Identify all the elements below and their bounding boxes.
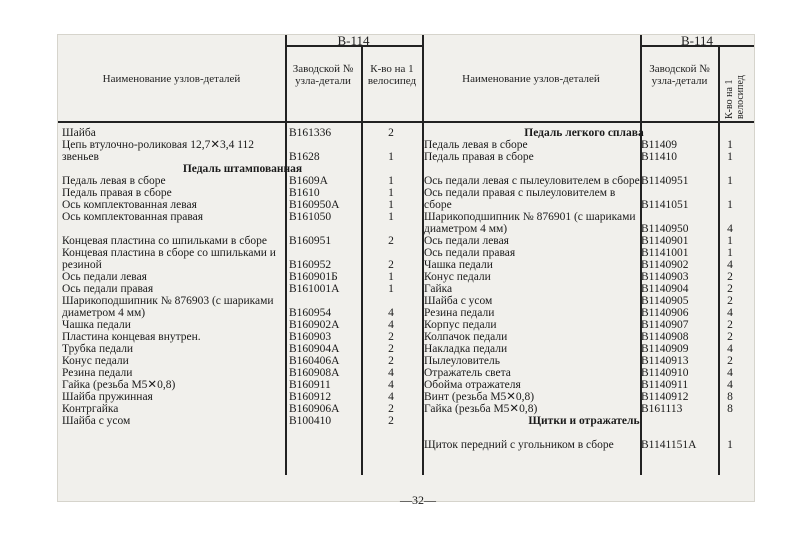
table-row — [62, 415, 423, 427]
table-row — [62, 367, 423, 379]
part-name: Педаль правая в сборе — [62, 187, 172, 199]
right-qty-header: К-во на 1 велосипед — [724, 75, 746, 119]
part-quantity: 2 — [388, 235, 394, 247]
right-code-header: Заводской № узла-детали — [649, 63, 710, 87]
part-quantity: 1 — [727, 151, 733, 163]
part-quantity: 2 — [388, 343, 394, 355]
table-row — [62, 211, 423, 223]
part-code: В160901Б — [289, 271, 338, 283]
part-quantity: 1 — [727, 199, 733, 211]
part-quantity: 1 — [727, 247, 733, 259]
part-quantity: 8 — [727, 391, 733, 403]
part-name: Ось педали левая — [62, 271, 147, 283]
part-quantity: 2 — [727, 271, 733, 283]
table-row — [424, 295, 744, 307]
page-number: —32— — [400, 493, 436, 507]
part-code: В1140912 — [641, 391, 689, 403]
part-quantity: 1 — [388, 175, 394, 187]
part-code: В1140905 — [641, 295, 689, 307]
part-quantity: 4 — [727, 259, 733, 271]
part-quantity: 2 — [388, 127, 394, 139]
table-row — [424, 163, 744, 187]
table-row — [424, 427, 744, 451]
part-code: В161050 — [289, 211, 332, 223]
part-quantity: 4 — [388, 307, 394, 319]
part-quantity: 4 — [388, 379, 394, 391]
section-heading — [62, 163, 423, 175]
table-row — [62, 319, 423, 331]
part-code: В1140908 — [641, 331, 689, 343]
part-quantity: 4 — [727, 307, 733, 319]
part-code: В161001А — [289, 283, 340, 295]
part-code: В160950А — [289, 199, 340, 211]
table-row — [62, 343, 423, 355]
part-name: Чашка педали — [424, 259, 493, 271]
part-code: В1609А — [289, 175, 328, 187]
table-row — [62, 379, 423, 391]
part-name: Шарикоподшипник № 876903 (с шариками диаметром 4 мм) — [62, 295, 274, 319]
part-quantity: 2 — [727, 331, 733, 343]
part-name: Цепь втулочно-роликовая 12,7✕3,4 112 звеньев — [62, 139, 255, 163]
part-name: Ось комплектованная правая — [62, 211, 204, 223]
part-name: Педаль левая в сборе — [424, 139, 528, 151]
part-quantity: 4 — [388, 319, 394, 331]
part-code: В160903 — [289, 331, 332, 343]
left-code-header: Заводской № узла-детали — [292, 63, 354, 87]
table-row — [424, 307, 744, 319]
part-code: В11409 — [641, 139, 677, 151]
table-row — [424, 391, 744, 403]
part-code: В1140906 — [641, 307, 689, 319]
part-code: В161336 — [289, 127, 332, 139]
part-quantity: 2 — [388, 415, 394, 427]
part-quantity: 1 — [388, 283, 394, 295]
part-quantity: 4 — [388, 391, 394, 403]
part-code: В160906А — [289, 403, 340, 415]
table-row — [424, 211, 744, 235]
part-code: В100410 — [289, 415, 332, 427]
left-table-body — [62, 127, 423, 427]
part-quantity: 2 — [727, 355, 733, 367]
part-quantity: 2 — [727, 295, 733, 307]
part-quantity: 4 — [388, 367, 394, 379]
part-quantity: 1 — [388, 271, 394, 283]
part-quantity: 4 — [727, 379, 733, 391]
left-group-title: В-114 — [337, 33, 370, 48]
table-row — [424, 319, 744, 331]
section-heading — [424, 127, 744, 139]
part-code: В1140903 — [641, 271, 689, 283]
right-table-body — [424, 127, 744, 451]
table-row — [424, 379, 744, 391]
part-code: В1140910 — [641, 367, 689, 379]
table-row — [424, 187, 744, 211]
part-name: Концевая пластина в сборе со шпильками и резиной — [62, 247, 276, 271]
part-code: В1140907 — [641, 319, 689, 331]
catalog-page — [57, 33, 755, 507]
part-name: Шайба пружинная — [62, 391, 153, 403]
part-code: В1141151А — [641, 439, 697, 451]
part-quantity: 2 — [727, 283, 733, 295]
part-name: Резина педали — [62, 367, 133, 379]
table-row — [424, 259, 744, 271]
table-row — [62, 175, 423, 187]
part-code: В1141001 — [641, 247, 689, 259]
part-name: Обойма отражателя — [424, 379, 521, 391]
part-name: Конус педали — [62, 355, 129, 367]
table-row — [62, 127, 423, 139]
part-quantity: 2 — [727, 319, 733, 331]
part-quantity: 1 — [388, 151, 394, 163]
table-row — [62, 403, 423, 415]
part-code: В1628 — [289, 151, 320, 163]
part-name: Ось педали левая с пылеуловителем в сборе — [424, 175, 640, 187]
part-code: В1141051 — [641, 199, 689, 211]
table-row — [62, 223, 423, 247]
table-row — [62, 331, 423, 343]
part-name: Резина педали — [424, 307, 495, 319]
table-row — [62, 391, 423, 403]
part-name: Пластина концевая внутрен. — [62, 331, 201, 343]
rule-header-bottom — [58, 121, 754, 123]
part-quantity: 1 — [388, 199, 394, 211]
part-name: Чашка педали — [62, 319, 131, 331]
part-code: В160911 — [289, 379, 331, 391]
part-name: Корпус педали — [424, 319, 497, 331]
part-quantity: 8 — [727, 403, 733, 415]
section-title: Щитки и отражатель — [528, 415, 640, 427]
part-name: Конус педали — [424, 271, 491, 283]
part-name: Ось педали правая с пылеуловителем в сборе — [424, 187, 616, 211]
table-row — [424, 355, 744, 367]
part-quantity: 1 — [388, 187, 394, 199]
part-name: Гайка (резьба М5✕0,8) — [62, 379, 176, 391]
table-row — [62, 271, 423, 283]
table-row — [424, 271, 744, 283]
table-row — [62, 199, 423, 211]
part-code: В160954 — [289, 307, 332, 319]
part-code: В11410 — [641, 151, 677, 163]
part-name: Шайба — [62, 127, 96, 139]
table-row — [424, 247, 744, 259]
table-row — [62, 247, 423, 271]
part-name: Гайка — [424, 283, 453, 295]
part-code: В1140950 — [641, 223, 689, 235]
part-name: Шарикоподшипник № 876901 (с шариками диаметром 4 мм) — [424, 211, 636, 235]
part-name: Ось комплектованная левая — [62, 199, 197, 211]
part-name: Концевая пластина со шпильками в сборе — [62, 235, 267, 247]
part-code: В160912 — [289, 391, 332, 403]
part-code: В160952 — [289, 259, 332, 271]
part-code: В1140951 — [641, 175, 689, 187]
table-row — [62, 139, 423, 163]
part-quantity: 1 — [727, 235, 733, 247]
part-code: В160406А — [289, 355, 340, 367]
part-quantity: 4 — [727, 367, 733, 379]
part-code: В1140913 — [641, 355, 689, 367]
part-name: Контргайка — [62, 403, 119, 415]
table-row — [424, 283, 744, 295]
part-name: Колпачок педали — [424, 331, 508, 343]
right-group-title: В-114 — [680, 33, 714, 48]
table-row — [424, 235, 744, 247]
part-name: Педаль правая в сборе — [424, 151, 534, 163]
part-code: В1140901 — [641, 235, 689, 247]
part-name: Педаль левая в сборе — [62, 175, 166, 187]
table-row — [424, 343, 744, 355]
part-code: В1140909 — [641, 343, 689, 355]
part-quantity: 2 — [388, 331, 394, 343]
section-title: Педаль легкого сплава — [524, 127, 644, 139]
table-row — [62, 355, 423, 367]
part-code: В1610 — [289, 187, 320, 199]
part-code: В161113 — [641, 403, 683, 415]
part-code: В160902А — [289, 319, 340, 331]
part-code: В160904А — [289, 343, 340, 355]
part-quantity: 1 — [727, 439, 733, 451]
part-code: В1140904 — [641, 283, 689, 295]
table-row — [424, 403, 744, 415]
section-title: Педаль штампованная — [182, 163, 303, 175]
part-quantity: 1 — [727, 139, 733, 151]
table-row — [424, 331, 744, 343]
part-name: Накладка педали — [424, 343, 508, 355]
left-name-header: Наименование узлов-деталей — [102, 73, 241, 85]
part-code: В160951 — [289, 235, 332, 247]
part-name: Шайба с усом — [424, 295, 493, 307]
part-quantity: 2 — [388, 355, 394, 367]
part-name: Ось педали правая — [62, 283, 154, 295]
part-name: Ось педали левая — [424, 235, 509, 247]
table-row — [62, 295, 423, 319]
part-name: Ось педали правая — [424, 247, 516, 259]
table-row — [424, 139, 744, 151]
table-row — [424, 151, 744, 163]
part-code: В1140911 — [641, 379, 689, 391]
right-name-header: Наименование узлов-деталей — [462, 73, 600, 85]
left-qty-header: К-во на 1 велосипед — [367, 63, 417, 87]
part-code: В1140902 — [641, 259, 689, 271]
part-name: Гайка (резьба М5✕0,8) — [424, 403, 538, 415]
part-quantity: 4 — [727, 343, 733, 355]
part-name: Трубка педали — [62, 343, 134, 355]
part-name: Отражатель света — [424, 367, 511, 379]
table-row — [62, 283, 423, 295]
section-heading — [424, 415, 744, 427]
part-quantity: 2 — [388, 403, 394, 415]
part-name: Щиток передний с угольником в сборе — [424, 439, 614, 451]
part-quantity: 1 — [388, 211, 394, 223]
part-name: Пылеуловитель — [424, 355, 501, 367]
table-row — [62, 187, 423, 199]
part-name: Винт (резьба М5✕0,8) — [424, 391, 535, 403]
part-quantity: 1 — [727, 175, 733, 187]
part-quantity: 2 — [388, 259, 394, 271]
part-code: В160908А — [289, 367, 340, 379]
part-name: Шайба с усом — [62, 415, 131, 427]
part-quantity: 4 — [727, 223, 733, 235]
table-row — [424, 367, 744, 379]
